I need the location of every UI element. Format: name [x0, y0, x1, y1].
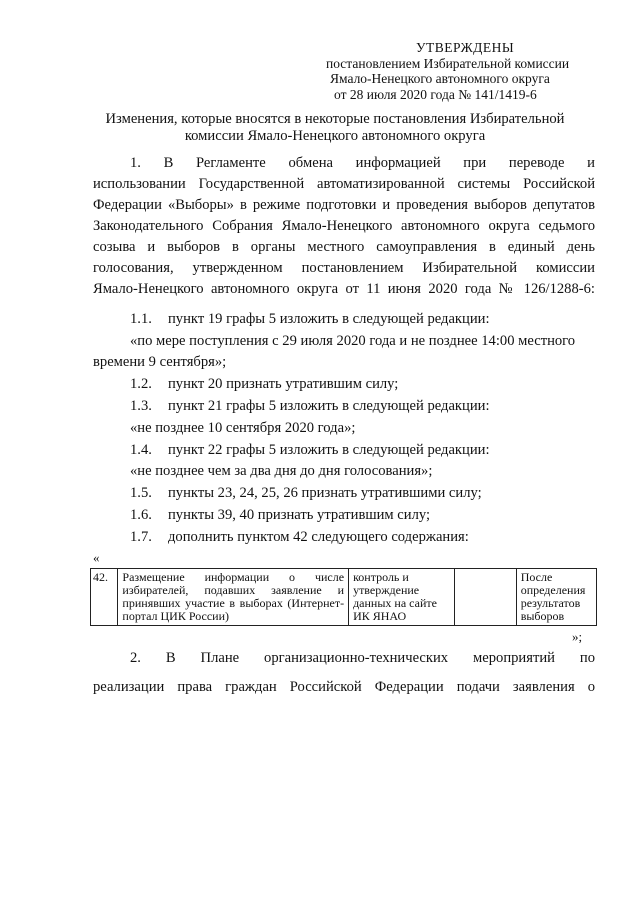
item-number: 1.4. — [130, 442, 152, 458]
list-item — [130, 309, 640, 330]
title-line: комиссии Ямало-Ненецкого автономного округа — [184, 128, 486, 144]
list-item — [130, 331, 640, 352]
table-cell-number: 42. — [91, 569, 118, 626]
paragraph-line: 1. В Регламенте обмена информацией при переводе и — [130, 155, 595, 171]
title-line: Изменения, которые вносятся в некоторые постановления Избирательной — [105, 111, 565, 127]
approved-line: Ямало-Ненецкого автономного округа — [330, 71, 550, 86]
table-cell-control: контроль и утверждение данных на сайте ИК ЯНАО — [349, 569, 455, 626]
table-cell-info: Размещение информации о числе избирателей, подавших заявление и принявших участие в выборах (Интернет-портал ЦИК России) — [118, 569, 349, 626]
paragraph-line: Ямало-Ненецкого автономного округа от 11 июня 2020 года № 126/1288-6: — [93, 281, 595, 297]
item-text: пункты 39, 40 признать утратившим силу; — [168, 507, 431, 523]
approved-heading: УТВЕРЖДЕНЫ — [416, 40, 515, 55]
paragraph-line: Федерации «Выборы» в режиме подготовки и проведения выборов депутатов — [93, 197, 595, 213]
table-cell-deadline: После определения результатов выборов — [516, 569, 596, 626]
approval-stamp-block — [318, 40, 598, 102]
item-number: 1.6. — [130, 507, 152, 523]
item-text: «не позднее чем за два дня до дня голосования»; — [130, 463, 433, 479]
paragraph-line: использовании Государственной автоматизированной системы Российской — [93, 176, 595, 192]
table-cell-empty — [454, 569, 516, 626]
list-item — [130, 440, 640, 461]
insert-table — [90, 568, 597, 626]
item-text: «по мере поступления с 29 июля 2020 года и не позднее 14:00 местного — [130, 333, 576, 349]
item-number: 1.2. — [130, 376, 152, 392]
approved-line: от 28 июля 2020 года № 141/1419-6 — [334, 86, 537, 102]
item-number: 1.7. — [130, 529, 152, 545]
list-item — [130, 483, 640, 504]
paragraph-line: реализации права граждан Российской Федерации подачи заявления о — [93, 679, 595, 695]
quote-open: « — [93, 550, 100, 565]
list-item — [130, 461, 640, 482]
document-title — [60, 111, 610, 145]
item-text: пункт 22 графы 5 изложить в следующей редакции: — [168, 442, 490, 458]
list-item — [93, 352, 603, 373]
paragraph-2 — [93, 648, 595, 698]
list-item — [130, 374, 640, 395]
item-text: пункт 19 графы 5 изложить в следующей редакции: — [168, 311, 490, 327]
quote-close: »; — [572, 629, 583, 644]
list-item — [130, 527, 640, 548]
item-text: пункт 21 графы 5 изложить в следующей редакции: — [168, 398, 490, 414]
list-item — [130, 418, 640, 439]
list-item — [130, 396, 640, 417]
item-number: 1.3. — [130, 398, 152, 414]
paragraph-line: Законодательного Собрания Ямало-Ненецкого автономного округа седьмого — [93, 218, 595, 234]
item-number: 1.1. — [130, 311, 152, 327]
approved-line: постановлением Избирательной комиссии — [326, 55, 570, 71]
paragraph-line: созыва и выборов в органы местного самоуправления в единый день — [93, 239, 595, 255]
list-item — [130, 505, 640, 526]
paragraph-line: голосования, утвержденном постановлением Избирательной комиссии — [93, 260, 595, 276]
item-text: «не позднее 10 сентября 2020 года»; — [130, 420, 356, 436]
item-number: 1.5. — [130, 485, 152, 501]
table-row — [91, 569, 597, 626]
item-text: пункты 23, 24, 25, 26 признать утратившими силу; — [168, 485, 482, 501]
item-text: пункт 20 признать утратившим силу; — [168, 376, 399, 392]
paragraph-1 — [93, 153, 595, 300]
item-text: дополнить пунктом 42 следующего содержания: — [168, 529, 469, 545]
paragraph-line: 2. В Плане организационно-технических мероприятий по — [130, 650, 595, 666]
item-text: времени 9 сентября»; — [93, 354, 227, 370]
